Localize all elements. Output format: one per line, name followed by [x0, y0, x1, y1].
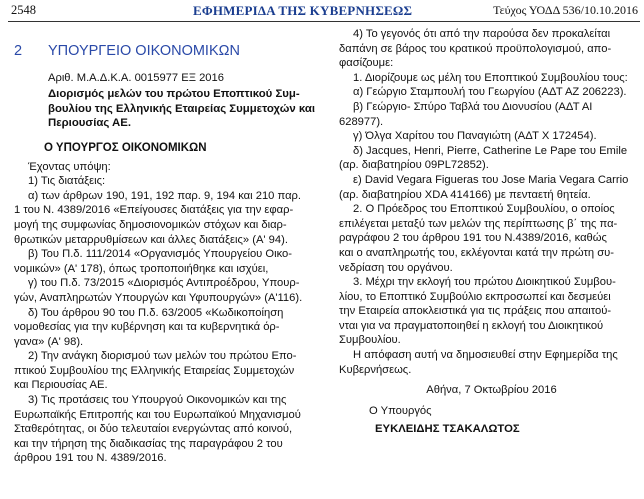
paragraph — [339, 71, 644, 86]
text-line: α) των άρθρων 190, 191, 192 παρ. 9, 194 και 210 παρ. — [28, 189, 302, 202]
text-line: δ) Jacques, Henri, Pierre, Catherine Le Pape του Emile — [353, 144, 628, 157]
paragraph — [339, 144, 644, 173]
text-line: γών, Αναπληρωτών Υπουργών και Υφυπουργών» (Α'116). — [14, 291, 303, 304]
text-line: πτικού Συμβουλίου της Ελληνικής Εταιρείας Συμμετοχών — [14, 364, 295, 377]
paragraph — [14, 189, 318, 247]
text-line: την Εταιρεία αποκλειστικά για τις πράξεις που απαιτού- — [339, 305, 612, 318]
subject-line: Διορισμός μελών του πρώτου Εποπτικού Συμ- — [48, 88, 300, 101]
paragraph — [339, 202, 644, 275]
section-number: 2 — [14, 43, 23, 59]
ministry-name: ΥΠΟΥΡΓΕΙΟ ΟΙΚΟΝΟΜΙΚΩΝ — [48, 43, 240, 59]
gazette-header — [0, 0, 644, 18]
text-line: (αρ. διαβατηρίου XDA 414166) με πενταετή θητεία. — [339, 188, 591, 201]
header-divider — [8, 21, 640, 22]
decision-subject — [48, 87, 318, 131]
paragraph — [339, 173, 644, 202]
text-line: 2) Την ανάγκη διορισμού των μελών του πρώτου Επο- — [28, 350, 297, 363]
text-line: 3. Μέχρι την εκλογή του πρώτου Διοικητικού Συμβου- — [353, 276, 616, 289]
text-line: 628977). — [339, 115, 384, 128]
text-line: άρθρου 191 του Ν. 4389/2016. — [14, 452, 167, 465]
paragraph — [339, 85, 644, 100]
subject-line: βουλίου της Ελληνικής Εταιρείας Συμμετοχών και — [48, 102, 315, 115]
place-date: Αθήνα, 7 Οκτωβρίου 2016 — [426, 384, 557, 397]
paragraph — [339, 275, 644, 348]
paragraph — [339, 100, 644, 129]
paragraph — [339, 27, 644, 71]
text-line: Ευρωπαϊκής Επιτροπής και του Ευρωπαϊκού Μηχανισμού — [14, 408, 301, 421]
paragraph — [339, 129, 644, 144]
text-line: Κυβερνήσεως. — [339, 363, 412, 376]
text-line: ραγράφου 2 του άρθρου 191 του Ν.4389/2016, καθώς — [339, 232, 607, 245]
text-line: μογή της συμφωνίας δημοσιονομικών στόχων και διαρ- — [14, 218, 287, 231]
text-line: και ο αναπληρωτής του, εκλέγονται κατά την πρώτη συ- — [339, 246, 614, 259]
paragraph — [339, 348, 644, 377]
signatory-role: Ο Υπουργός — [369, 404, 432, 417]
paragraph — [14, 276, 318, 305]
paragraph — [14, 393, 318, 466]
text-line: 4) Το γεγονός ότι από την παρούσα δεν προκαλείται — [353, 28, 611, 40]
left-body — [14, 160, 318, 466]
paragraph — [14, 247, 318, 276]
issue-label: Τεύχος ΥΟΔΔ 536/10.10.2016 — [493, 3, 638, 17]
paragraph: Έχοντας υπόψη: — [28, 160, 111, 173]
left-column — [14, 44, 318, 466]
text-line: θρωτικών μεταρρυθμίσεων και άλλες διατάξεις» (Α' 94). — [14, 233, 288, 246]
text-line: δαπάνη σε βάρος του κρατικού προϋπολογισμού, απο- — [339, 42, 612, 55]
text-line: δ) Του άρθρου 90 του Π.δ. 63/2005 «Κωδικοποίηση — [28, 306, 284, 319]
text-line: νται για να πραγματοποιηθεί η εκλογή του Διοικητικού — [339, 319, 604, 332]
text-line: λίου, το Εποπτικό Συμβούλιο εκπροσωπεί και δεσμεύει — [339, 290, 611, 303]
text-line: Η απόφαση αυτή να δημοσιευθεί στην Εφημερίδα της — [353, 349, 618, 362]
paragraph — [14, 306, 318, 350]
subject-line: Περιουσίας ΑΕ. — [48, 117, 132, 130]
paragraph — [14, 349, 318, 393]
minister-heading: Ο ΥΠΟΥΡΓΟΣ ΟΙΚΟΝΟΜΙΚΩΝ — [44, 141, 207, 154]
text-line: γανα» (Α' 98). — [14, 335, 84, 348]
text-line: 3) Τις προτάσεις του Υπουργού Οικονομικών και της — [28, 394, 287, 407]
text-line: φασίζουμε: — [339, 57, 394, 70]
text-line: και Περιουσίας ΑΕ. — [14, 379, 108, 392]
text-line: 2. Ο Πρόεδρος του Εποπτικού Συμβουλίου, ο οποίος — [353, 203, 615, 216]
text-line: γ) του Π.δ. 73/2015 «Διορισμός Αντιπροέδρου, Υπουρ- — [28, 277, 300, 290]
text-line: ε) David Vegara Figueras του Jose Maria Vegara Carrio — [353, 173, 629, 186]
text-line: και την τήρηση της διαδικασίας της παραγράφου 2 του — [14, 437, 283, 450]
text-line: γ) Όλγα Χαρίτου του Παναγιώτη (ΑΔΤ Χ 172454). — [353, 130, 597, 143]
text-line: (αρ. διαβατηρίου 09PL72852). — [339, 159, 489, 172]
text-line: επιλέγεται μεταξύ των μελών της περίπτωσης β΄ της πα- — [339, 217, 618, 230]
text-line: β) Γεώργιο- Σπύρο Ταβλά του Διονυσίου (ΑΔΤ ΑΙ — [353, 100, 593, 113]
ministry-heading — [14, 44, 318, 59]
page-number: 2548 — [11, 3, 36, 17]
signatory-name: ΕΥΚΛΕΙΔΗΣ ΤΣΑΚΑΛΩΤΟΣ — [375, 423, 520, 436]
text-line: Σταθερότητας, οι δύο τελευταίοι ενεργώντας από κοινού, — [14, 423, 293, 436]
text-line: 1 του Ν. 4389/2016 «Επείγουσες διατάξεις για την εφαρ- — [14, 204, 294, 217]
reference-number: Αριθ. Μ.Α.Δ.Κ.Α. 0015977 ΕΞ 2016 — [48, 71, 224, 84]
text-line: Συμβουλίου. — [339, 334, 401, 347]
text-line: νομικών» (Α' 178), όπως τροποποιήθηκε και ισχύει, — [14, 262, 269, 275]
text-line: α) Γεώργιο Σταμπουλή του Γεωργίου (ΑΔΤ ΑΖ 206223). — [353, 86, 627, 99]
text-line: β) Του Π.δ. 111/2014 «Οργανισμός Υπουργείου Οικο- — [28, 248, 292, 261]
text-line: 1. Διορίζουμε ως μέλη του Εποπτικού Συμβουλίου τους: — [353, 71, 628, 84]
text-line: νομοθεσίας για την κυβέρνηση και τα κυβερνητικά όρ- — [14, 321, 280, 334]
paragraph: 1) Τις διατάξεις: — [28, 175, 106, 188]
gazette-title: ΕΦΗΜΕΡΙΔΑ ΤΗΣ ΚΥΒΕΡΝΗΣΕΩΣ — [193, 3, 413, 18]
right-column — [339, 27, 644, 437]
text-line: νεδρίαση του οργάνου. — [339, 261, 453, 274]
